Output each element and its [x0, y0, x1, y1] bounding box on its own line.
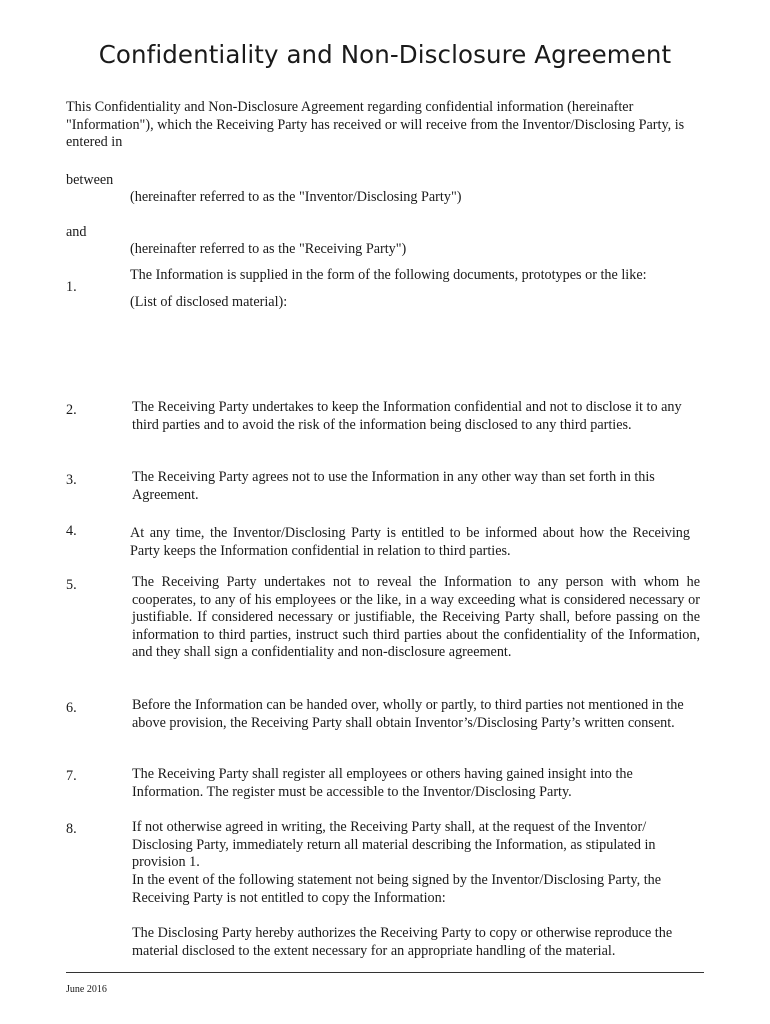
clause-5-number: 5.	[66, 577, 77, 593]
clause-7-number: 7.	[66, 768, 77, 784]
clause-8-text: If not otherwise agreed in writing, the Receiving Party shall, at the request of the Inventor/ Disclosing Party, immediately return all material describing the Information, as stipulated in provision 1.	[132, 819, 656, 871]
clause-1-text: The Information is supplied in the form of the following documents, prototypes or the like:	[130, 267, 647, 283]
clause-1-number: 1.	[66, 279, 77, 295]
clause-4-text: At any time, the Inventor/Disclosing Party is entitled to be informed about how the Receiving Party keeps the Information confidential in relation to third parties.	[130, 525, 690, 559]
page-title: Confidentiality and Non-Disclosure Agreement	[98, 40, 672, 69]
clause-8-number: 8.	[66, 821, 77, 837]
clause-1-list-label: (List of disclosed material):	[130, 294, 288, 310]
footer-date: June 2016	[66, 984, 107, 995]
between-label: between	[66, 172, 114, 188]
clause-4-number: 4.	[66, 523, 77, 539]
disclosing-party-definition: (hereinafter referred to as the "Inventor/Disclosing Party")	[130, 189, 462, 205]
intro-paragraph: This Confidentiality and Non-Disclosure Agreement regarding confidential information (hereinafter "Information"), which the Receiving Party has received or will receive from the Inventor/Disclosing Party, is entered in	[66, 99, 685, 151]
receiving-party-definition: (hereinafter referred to as the "Receiving Party")	[130, 241, 407, 257]
clause-2-number: 2.	[66, 402, 77, 418]
clause-3-text: The Receiving Party agrees not to use the Information in any other way than set forth in this Agreement.	[132, 469, 655, 503]
clause-8-copy-statement: In the event of the following statement not being signed by the Inventor/Disclosing Party, the Receiving Party is not entitled to copy the Information:	[132, 872, 662, 906]
and-label: and	[66, 224, 87, 240]
clause-6-text: Before the Information can be handed over, wholly or partly, to third parties not mentioned in the above provision, the Receiving Party shall obtain Inventor’s/Disclosing Party’s written consent.	[132, 697, 684, 731]
clause-5-text: The Receiving Party undertakes not to reveal the Information to any person with whom he cooperates, to any of his employees or the like, in a way exceeding what is considered necessary or justifiable. If considered necessary or justifiable, the Receiving Party shall, before passing on the information to third parties, instruct such third parties about the confidentiality of the Information, and they shall sign a confidentiality and non-disclosure agreement.	[132, 574, 700, 661]
clause-8-authorization: The Disclosing Party hereby authorizes the Receiving Party to copy or otherwise reproduce the material disclosed to the extent necessary for an appropriate handling of the material.	[132, 925, 673, 959]
clause-6-number: 6.	[66, 700, 77, 716]
clause-2-text: The Receiving Party undertakes to keep the Information confidential and not to disclose it to any third parties and to avoid the risk of the information being disclosed to any third parties.	[132, 399, 682, 433]
clause-7-text: The Receiving Party shall register all employees or others having gained insight into the Information. The register must be accessible to the Inventor/Disclosing Party.	[132, 766, 633, 800]
clause-3-number: 3.	[66, 472, 77, 488]
footer-divider	[66, 972, 704, 973]
